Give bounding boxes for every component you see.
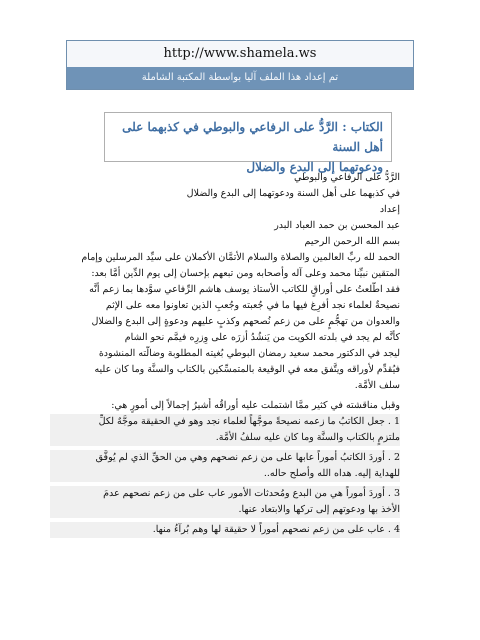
body-line: سلف الأمَّة. <box>354 380 400 391</box>
body-line: والعدوان من تهجُّمٍ على من زعم نُصحهم وكذبٍ عليهم ودعوةٍ إلى البدع والضلال <box>91 316 400 327</box>
body-line: 3 . أوردَ أموراً هي من البدع ومُحدثات الأمور عاب على من زعم نصحهم عدمَ <box>50 486 400 502</box>
shamela-header <box>66 40 414 90</box>
body-line: للهداية إليه. هداه الله وأصلح حاله.. <box>50 466 400 482</box>
body-line: الأخذ بها ودعوتهم إلى تركها والابتعاد عنها. <box>50 502 400 518</box>
body-line: ليجد في الدكتور محمد سعيد رمضان البوطي بُغيته المطلوبة وضالَّته المنشودة <box>98 348 400 359</box>
body-line: نصيحةٌ لعلماء نجد أفرِغ فيها ما في جُعبته وجُعبِ الذين تعاونوا معه على الإثم <box>105 300 400 311</box>
book-title-box <box>104 112 392 174</box>
title-prefix: الكتاب : <box>342 120 383 134</box>
body-line: الرَّدُّ على الرفاعي والبوطي <box>294 172 400 183</box>
body-line: فقد اطَّلعتُ على أوراقٍ للكاتب الأستاذ يوسف هاشم الرِّفاعي سوَّدها بما زعم أنَّه <box>89 284 400 295</box>
body-line: 4 . عاب على من زعم نصحهم أموراً لا حقيقة لها وهم بُرآءُ منها. <box>50 522 400 538</box>
book-content <box>50 170 400 538</box>
body-line: فيُقدِّم لأوراقه ويتَّفق معه في الوقيعة بالمتمسِّكين بالكتاب والسنَّة وما كان عليه <box>94 364 400 375</box>
body-line: وقبل مناقشته في كثير ممَّا اشتملت عليه أوراقُه أُشيرُ إجمالاً إلى أمورٍ هي: <box>111 400 400 411</box>
body-line: 1 . جعل الكاتبُ ما زعمه نصيحةً موجَّهاً لعلماء نجد وهو في الحقيقة موجَّهٌ لكلِّ <box>50 414 400 430</box>
title-text-line2: ودعوتهما إلى البدع والضلال <box>246 160 383 174</box>
body-line: عبد المحسن بن حمد العباد البدر <box>274 220 400 231</box>
body-line: في كذبهما على أهل السنة ودعوتهما إلى البدع والضلال <box>186 188 400 199</box>
header-url: http://www.shamela.ws <box>67 41 413 67</box>
body-line: كأنَّه لم يجد في بلدته الكويت من يَنشُدُ أزرَه على وِزرِه فيمَّم نحو الشام <box>124 332 400 343</box>
body-line: المتقين نبيِّنا محمد وعلى آله وأصحابه ومن تبعهم بإحسان إلى يوم الدِّين أمَّا بعد: <box>91 268 400 279</box>
title-text-line1: الرَّدُّ على الرفاعي والبوطي في كذبهما على أهل السنة <box>122 120 383 154</box>
body-line: 2 . أوردَ الكاتبُ أموراً عابها على من زعم نصحهم وهي من الحقِّ الذي لم يُوفَّق <box>50 450 400 466</box>
header-note: تم إعداد هذا الملف آليا بواسطة المكتبة الشاملة <box>67 67 413 89</box>
body-line: ملتزمٍ بالكتاب والسنَّة وما كان عليه سلفُ الأمَّة. <box>50 430 400 446</box>
body-line: بسم الله الرحمن الرحيم <box>304 236 400 247</box>
body-line: إعداد <box>379 204 400 215</box>
body-line: الحمد لله ربِّ العالمين والصلاة والسلام الأتمَّان الأكملان على سيِّد المرسلين وإمام <box>81 252 400 263</box>
